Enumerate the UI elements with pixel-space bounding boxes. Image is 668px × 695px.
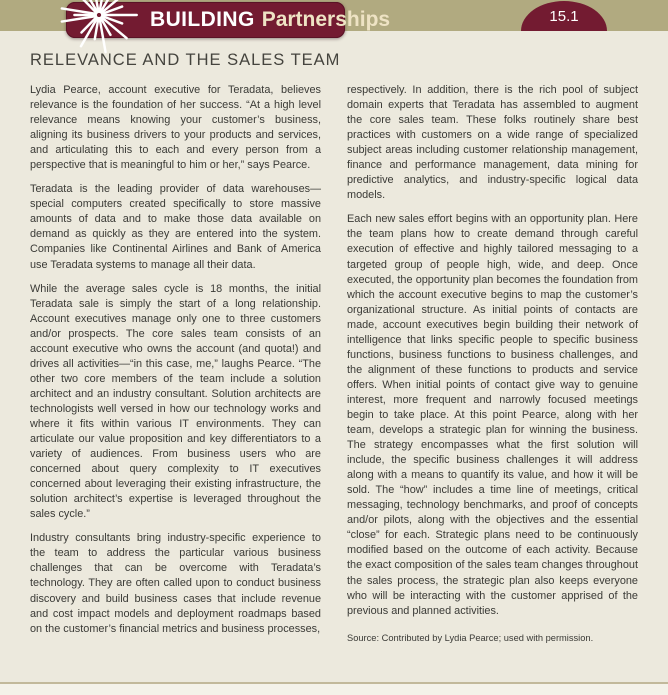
starburst-icon [58,0,140,56]
feature-box-body [0,31,668,682]
paragraph: Lydia Pearce, account executive for Teradata, believes relevance is the foundation of her success. “At a high level relevance means knowing your customer’s business, aligning its business drivers to your products and services, and articulating this to each and every person from a perspective that is meaningful to him or her,” says Pearce. [30,84,321,172]
series-title-bold: BUILDING [150,8,255,31]
source-attribution: Source: Contributed by Lydia Pearce; used with permission. [347,632,594,643]
paragraph: While the average sales cycle is 18 months, the initial Teradata sale is simply the start of a long relationship. Account executives manage only one to three customers and/or prospects. The core sales team consists of an account executive who owns the account (and quota!) and drives all activities—“in this case, me,” laughs Pearce. “The other two core members of the team include a solution architect and an industry consultant. Solution architects are technologists well versed in how our technology works and where it fits within various IT environments. They can articulate our value proposition and key differentiators to a variety of audiences. From business users who are concerned about query complexity to IT executives concerned about leveraging their existing infrastructure, the solution architect’s expertise is leveraged throughout the sales cycle.” [30,282,321,521]
bottom-divider [0,682,668,695]
left-column [30,83,321,652]
paragraph: Teradata is the leading provider of data warehouses—special computers created specifically to store massive amounts of data and to make those data available on demand as quickly as they are entered into the system. Companies like Continental Airlines and Bank of America use Teradata systems to manage all their data. [30,183,321,271]
right-column [347,83,638,652]
paragraph: Each new sales effort begins with an opportunity plan. Here the team plans how to create demand through careful execution of effective and highly tailored messaging to a targeted group of people high, wide, and deep. Once executed, the opportunity plan becomes the foundation from which the account executive begins to map the customer’s organizational structure. As initial points of contacts are made, account executives begin building their network of intelligence that links specific people to specific business functions, business functions to business challenges, and the alignment of these functions to products and service offers. When initial points of contact give way to genuine interest, more frequent and narrowly focused meetings begin to take place. At this point Pearce, along with her team, develops a strategic plan for winning the business. The strategy encompasses what the first solution will include, the specific business challenges it will address along with a means to quantify its value, and how it will be sold. The “how” includes a time line of meetings, critical messaging, technology benchmarks, and proof of concepts and/or pilots, along with the objectives and the essential “close” for each. Strategic plans need to be continuously modified based on the outcome of each activity. Because the exact composition of the sales team changes throughout the sales process, the strategic plan also keeps everyone who will be interacting with the customer apprised of the previous and planned activities. [347,213,638,617]
paragraph: Industry consultants bring industry-specific experience to the team to address the particular various business challenges that can be overcome with Teradata’s technology. They are often called upon to conduct business discovery and build business cases that include revenue and cost impact models and deployment roadmaps based on the customer’s financial metrics and business processes, [30,532,321,635]
article-title: RELEVANCE AND THE SALES TEAM [30,51,341,69]
paragraph: respectively. In addition, there is the rich pool of subject domain experts that Teradata has assembled to augment the core sales team. These folks routinely share best practices with customers on a wide range of specialized subject areas including customer relationship management, finance and performance management, data mining for predictive analytics, and industry-specific logical data models. [347,84,638,202]
series-title-rest: Partnerships [261,8,391,31]
feature-box-header-bar [0,0,668,31]
box-number-badge: 15.1 [521,1,607,31]
two-column-layout [30,83,638,652]
